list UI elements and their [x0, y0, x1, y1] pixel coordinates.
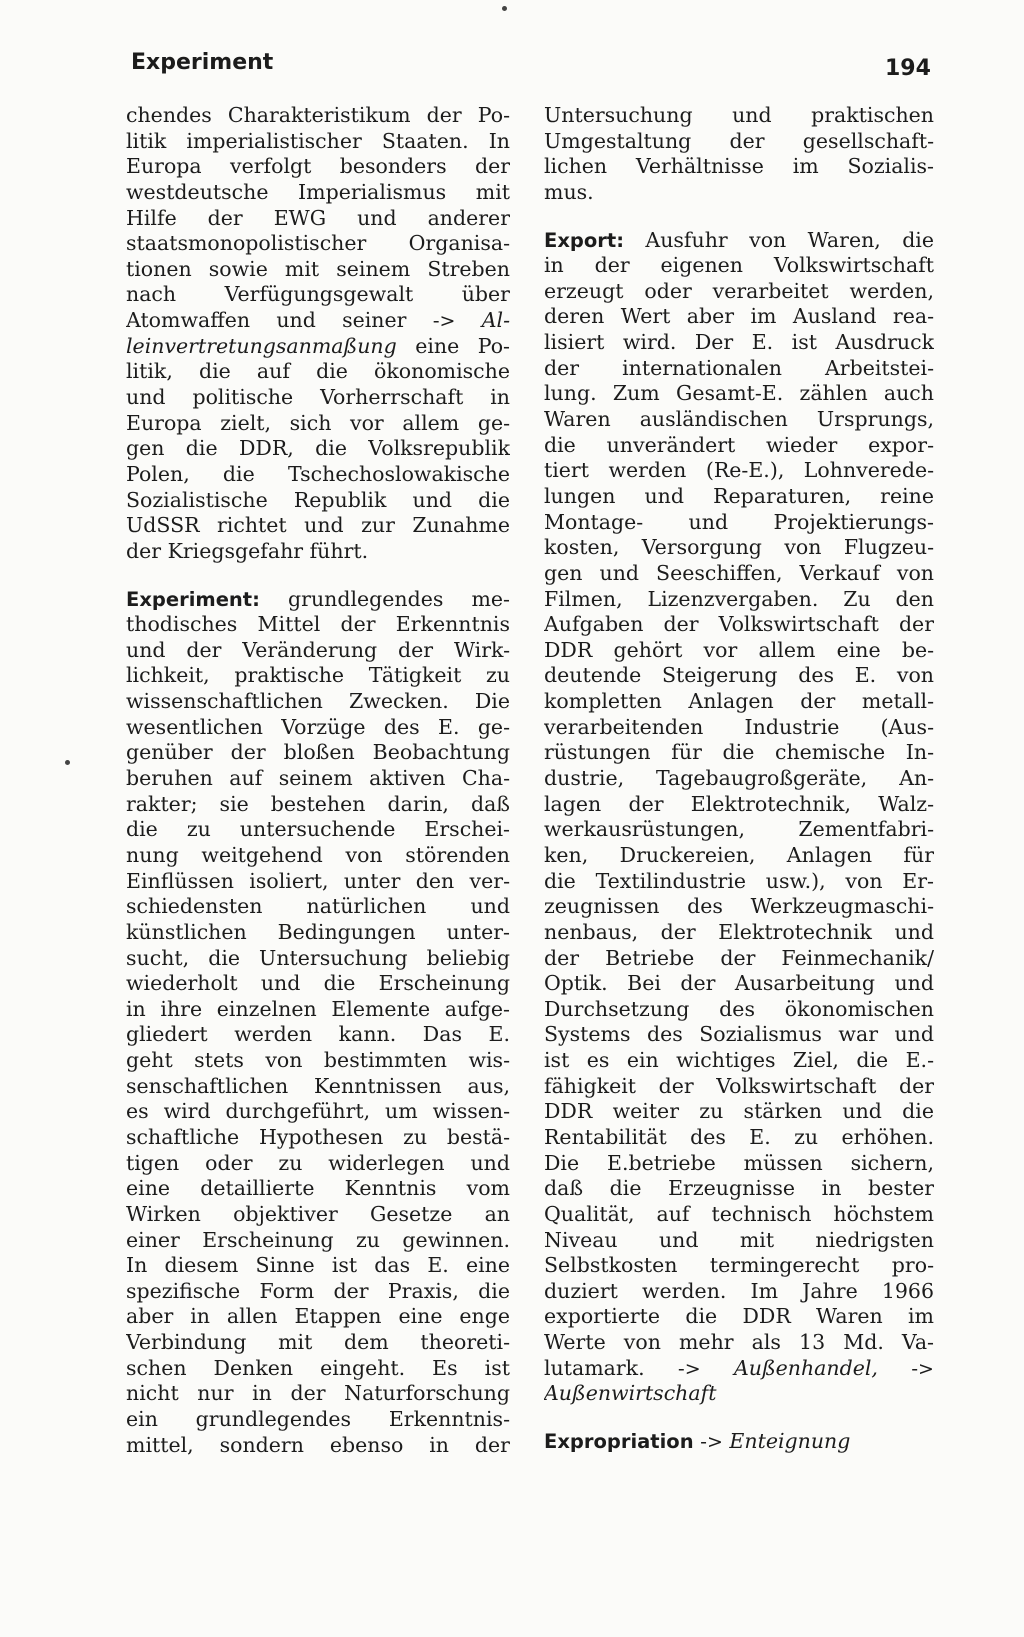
- cross-reference-arrow-icon: ->: [677, 1357, 701, 1380]
- text-line: Die E.betriebe müssen sichern,: [544, 1150, 934, 1175]
- cross-reference-arrow-icon: ->: [700, 1431, 723, 1454]
- text-line: wiederholt und die Erscheinung: [126, 971, 510, 996]
- text-line: in ihre einzelnen Elemente aufge-: [126, 996, 510, 1021]
- text-line: sucht, die Untersuchung beliebig: [126, 945, 510, 970]
- text-line: DDR weiter zu stärken und die: [544, 1099, 934, 1124]
- text-line: spezifische Form der Praxis, die: [126, 1278, 510, 1303]
- text-line: nach Verfügungsgewalt über: [126, 282, 510, 307]
- text-line: lisiert wird. Der E. ist Ausdruck: [544, 330, 934, 355]
- text-line: Systems des Sozialismus war und: [544, 1022, 934, 1047]
- entry-term: Export:: [544, 228, 624, 252]
- text-line: werkausrüstungen, Zementfabri-: [544, 817, 934, 842]
- text-line: deren Wert aber im Ausland rea-: [544, 304, 934, 329]
- cross-reference-arrow-icon: ->: [911, 1357, 934, 1380]
- text-line: nung weitgehend von störenden: [126, 842, 510, 867]
- text-line: erzeugt oder verarbeitet werden,: [544, 278, 934, 303]
- text-line: künstlichen Bedingungen unter-: [126, 919, 510, 944]
- text-segment: Ausfuhr von Waren, die: [645, 227, 934, 252]
- text-line: der internationalen Arbeitstei-: [544, 355, 934, 380]
- text-segment: Atomwaffen und seiner: [126, 308, 407, 333]
- text-line: rüstungen für die chemische In-: [544, 740, 934, 765]
- text-line: lungen und Reparaturen, reine: [544, 483, 934, 508]
- text-segment: grundlegendes me-: [288, 586, 510, 611]
- cross-reference-link[interactable]: Enteignung: [729, 1429, 851, 1454]
- text-line: aber in allen Etappen eine enge: [126, 1304, 510, 1329]
- entry-export: [544, 228, 934, 1407]
- text-line: Montage- und Projektierungs-: [544, 509, 934, 534]
- text-line: exportierte die DDR Waren im: [544, 1304, 934, 1329]
- entry-body: [544, 253, 934, 1356]
- entry-expropriation: [544, 1429, 934, 1455]
- text-line: beruhen auf seinem aktiven Cha-: [126, 766, 510, 791]
- text-line: senschaftlichen Kenntnissen aus,: [126, 1073, 510, 1098]
- text-line: Filmen, Lizenzvergaben. Zu den: [544, 586, 934, 611]
- text-line: Werte von mehr als 13 Md. Va-: [544, 1330, 934, 1355]
- text-line: Einflüssen isoliert, unter den ver-: [126, 868, 510, 893]
- text-line: die Textilindustrie usw.), von Er-: [544, 868, 934, 893]
- text-line: Optik. Bei der Ausarbeitung und: [544, 971, 934, 996]
- text-line: Umgestaltung der gesellschaft-: [544, 128, 934, 153]
- text-line: chendes Charakteristikum der Po-: [126, 103, 510, 127]
- text-line: daß die Erzeugnisse in bester: [544, 1176, 934, 1201]
- text-segment: lutamark.: [544, 1355, 645, 1380]
- speck-mark: [65, 760, 70, 765]
- text-line: gliedert werden kann. Das E.: [126, 1022, 510, 1047]
- text-line: Hilfe der EWG und anderer: [126, 205, 510, 230]
- text-line: genüber der bloßen Beobachtung: [126, 740, 510, 765]
- entry-term: Expropriation: [544, 1430, 694, 1454]
- entry-term: Experiment:: [126, 587, 260, 611]
- text-line: lichen Verhältnisse im Sozialis-: [544, 154, 934, 179]
- text-line: [544, 1356, 934, 1382]
- text-line: lung. Zum Gesamt-E. zählen auch: [544, 381, 934, 406]
- text-line: deutende Steigerung des E. von: [544, 663, 934, 688]
- text-line: ein grundlegendes Erkenntnis-: [126, 1407, 510, 1432]
- cross-reference-link[interactable]: Außenwirtschaft: [544, 1381, 717, 1406]
- text-line: eine detaillierte Kenntnis vom: [126, 1176, 510, 1201]
- text-line: tionen sowie mit seinem Streben: [126, 256, 510, 281]
- right-column: [544, 103, 934, 1455]
- text-line: kosten, Versorgung von Flugzeu-: [544, 535, 934, 560]
- text-line: Waren ausländischen Ursprungs,: [544, 407, 934, 432]
- text-line: in der eigenen Volkswirtschaft: [544, 253, 934, 278]
- text-line: zeugnissen des Werkzeugmaschi-: [544, 894, 934, 919]
- text-line: einer Erscheinung zu gewinnen.: [126, 1227, 510, 1252]
- text-line: Niveau und mit niedrigsten: [544, 1227, 934, 1252]
- text-line: mus.: [544, 179, 594, 204]
- text-line: Durchsetzung des ökonomischen: [544, 996, 934, 1021]
- text-segment: eine Po-: [415, 333, 510, 358]
- text-line: ist es ein wichtiges Ziel, die E.-: [544, 1048, 934, 1073]
- cross-reference-link[interactable]: leinvertretungsanmaßung: [126, 333, 397, 358]
- text-line: staatsmonopolistischer Organisa-: [126, 231, 510, 256]
- cross-reference-arrow-icon: ->: [432, 310, 456, 333]
- text-line: dustrie, Tagebaugroßgeräte, An-: [544, 766, 934, 791]
- text-line: Rentabilität des E. zu erhöhen.: [544, 1124, 934, 1149]
- text-line: UdSSR richtet und zur Zunahme: [126, 513, 510, 538]
- text-line: tigen oder zu widerlegen und: [126, 1150, 510, 1175]
- text-line: nenbaus, der Elektrotechnik und: [544, 919, 934, 944]
- text-line: verarbeitenden Industrie (Aus-: [544, 714, 934, 739]
- text-line: Untersuchung und praktischen: [544, 103, 934, 127]
- cross-reference-link[interactable]: Außenhandel,: [733, 1355, 878, 1380]
- text-line: nicht nur in der Naturforschung: [126, 1381, 510, 1406]
- text-line: lichkeit, praktische Tätigkeit zu: [126, 663, 510, 688]
- entry-experiment: [126, 587, 510, 1459]
- text-line: fähigkeit der Volkswirtschaft der: [544, 1073, 934, 1098]
- text-line: Selbstkosten termingerecht pro-: [544, 1253, 934, 1278]
- text-line: schiedensten natürlichen und: [126, 894, 510, 919]
- text-line: tiert werden (Re-E.), Lohnverede-: [544, 458, 934, 483]
- entry-first-line: [126, 587, 510, 613]
- left-column: [126, 103, 510, 1458]
- entry-body: [126, 612, 510, 1458]
- text-line: Verbindung mit dem theoreti-: [126, 1330, 510, 1355]
- text-line: lagen der Elektrotechnik, Walz-: [544, 791, 934, 816]
- text-line: Wirken objektiver Gesetze an: [126, 1201, 510, 1226]
- text-line: In diesem Sinne ist das E. eine: [126, 1253, 510, 1278]
- speck-mark: [502, 6, 507, 11]
- text-line: DDR gehört vor allem eine be-: [544, 637, 934, 662]
- text-line: und politische Vorherrschaft in: [126, 385, 510, 410]
- text-line: der Betriebe der Feinmechanik/: [544, 945, 934, 970]
- text-line: kompletten Anlagen der metall-: [544, 689, 934, 714]
- text-line: und der Veränderung der Wirk-: [126, 637, 510, 662]
- text-line: [126, 334, 510, 360]
- text-line: ken, Druckereien, Anlagen für: [544, 842, 934, 867]
- text-line: wissenschaftlichen Zwecken. Die: [126, 689, 510, 714]
- text-line: schen Denken eingeht. Es ist: [126, 1355, 510, 1380]
- running-header-word: Experiment: [131, 50, 274, 75]
- text-line: die zu untersuchende Erschei-: [126, 817, 510, 842]
- text-line: schaftliche Hypothesen zu bestä-: [126, 1124, 510, 1149]
- text-line: gen und Seeschiffen, Verkauf von: [544, 560, 934, 585]
- text-line: litik, die auf die ökonomische: [126, 359, 510, 384]
- text-line: Sozialistische Republik und die: [126, 487, 510, 512]
- page-number: 194: [885, 56, 931, 81]
- text-line: gen die DDR, die Volksrepublik: [126, 436, 510, 461]
- text-line: litik imperialistischer Staaten. In: [126, 128, 510, 153]
- text-line: Qualität, auf technisch höchstem: [544, 1201, 934, 1226]
- text-line: Aufgaben der Volkswirtschaft der: [544, 612, 934, 637]
- text-line: geht stets von bestimmten wis-: [126, 1048, 510, 1073]
- text-line: [126, 308, 510, 334]
- text-line: thodisches Mittel der Erkenntnis: [126, 612, 510, 637]
- text-line: westdeutsche Imperialismus mit: [126, 179, 510, 204]
- text-line: rakter; sie bestehen darin, daß: [126, 791, 510, 816]
- text-line: Europa verfolgt besonders der: [126, 154, 510, 179]
- text-line: duziert werden. Im Jahre 1966: [544, 1278, 934, 1303]
- text-line: der Kriegsgefahr führt.: [126, 538, 369, 563]
- text-line: [544, 1381, 934, 1407]
- text-line: mittel, sondern ebenso in der: [126, 1432, 510, 1457]
- text-line: es wird durchgeführt, um wissen-: [126, 1099, 510, 1124]
- text-line: wesentlichen Vorzüge des E. ge-: [126, 714, 510, 739]
- text-line: Polen, die Tschechoslowakische: [126, 461, 510, 486]
- text-line: Europa zielt, sich vor allem ge-: [126, 410, 510, 435]
- entry-first-line: [544, 228, 934, 254]
- text-line: die unverändert wieder expor-: [544, 432, 934, 457]
- cross-reference-link[interactable]: Al-: [481, 308, 510, 333]
